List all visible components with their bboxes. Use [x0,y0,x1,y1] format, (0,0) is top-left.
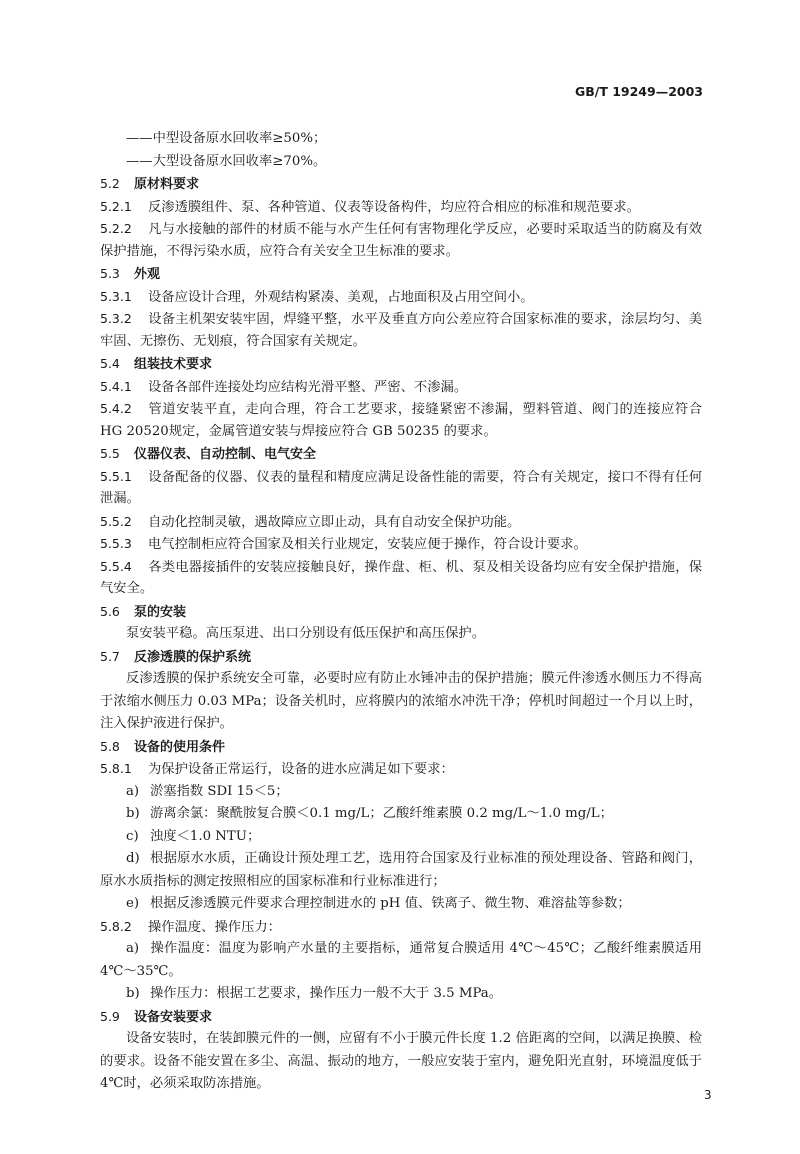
text-line [100,331,702,354]
heading-text: 泵的安装 [134,604,187,620]
text-line [100,443,702,466]
section-heading [100,646,702,669]
paragraph [100,466,702,511]
line-text: 凡与水接触的部件的材质不能与水产生任何有害物理化学反应，必要时采取适当的防腐及有效 [148,222,702,237]
text-line [100,803,702,826]
text-line [100,758,702,781]
list-label: c) [126,828,139,844]
paragraph [100,916,702,939]
text-line [100,556,702,579]
line-text: 各类电器接插件的安装应接触良好，操作盘、柜、机、泵及相关设备均应有安全保护措施，保 [148,559,702,575]
line-text: 设备应设计合理，外观结构紧凑、美观，占地面积及占用空间小。 [148,289,534,305]
line-text: 的要求。设备不能安置在多尘、高温、振动的地方，一般应安装于室内，避免阳光直射，环境温度低于 [100,1053,702,1069]
line-text: 于浓缩水侧压力 0.03 MPa；设备关机时，应将膜内的浓缩水冲洗干净；停机时间超过一个月以上时， [100,693,702,709]
line-text: 保护措施，不得污染水质，应符合有关安全卫生标准的要求。 [100,243,460,259]
standard-number: GB/T 19249—2003 [574,84,703,99]
paragraph [100,668,702,736]
section-number: 5.5.3 [100,536,132,551]
text-line [100,466,702,489]
text-line [100,781,702,804]
section-number: 5.5.1 [100,468,132,484]
text-line [100,1051,702,1074]
text-line [100,893,702,916]
line-text: 为保护设备正常运行，设备的进水应满足如下要求： [148,762,454,777]
text-line [100,173,702,196]
line-text: 4℃～35℃。 [100,963,182,979]
list-item [100,983,702,1006]
line-text: 操作压力：根据工艺要求，操作压力一般不大于 3.5 MPa。 [150,986,503,1001]
paragraph [100,218,702,263]
paragraph [100,398,702,443]
text-line [100,646,702,669]
section-number: 5.9 [100,1008,120,1024]
text-line [100,736,702,759]
line-text: 设备配备的仪器、仪表的量程和精度应满足设备性能的需要，符合有关规定，接口不得有任何 [148,469,702,485]
section-number: 5.4.2 [100,401,132,416]
page-number: 3 [704,1088,712,1102]
text-line [100,218,702,241]
line-text: 气安全。 [100,581,154,596]
section-heading [100,736,702,759]
paragraph [100,308,702,353]
line-text: ——大型设备原水回收率≥70%。 [126,153,327,169]
text-line [100,511,702,534]
heading-text: 设备安装要求 [134,1009,213,1025]
section-number: 5.3.2 [100,311,132,326]
text-line [100,961,702,984]
line-text: 根据原水水质，正确设计预处理工艺，选用符合国家及行业标准的预处理设备、管路和阀门， [150,851,702,866]
line-text: 原水水质指标的测定按照相应的国家标准和行业标准进行； [100,873,446,889]
line-text: 电气控制柜应符合国家及相关行业规定，安装应便于操作，符合设计要求。 [148,537,587,552]
list-label: a) [126,783,140,799]
line-text: 淤塞指数 SDI 15＜5； [150,783,289,799]
text-line [100,691,702,714]
text-line [100,623,702,646]
list-item [100,848,702,893]
line-text: 自动化控制灵敏，遇故障应立即止动，具有自动安全保护功能。 [148,514,521,530]
section-number: 5.2 [100,176,120,191]
section-heading [100,1006,702,1029]
section-number: 5.8.2 [100,918,132,934]
text-line [100,308,702,331]
section-number: 5.3.1 [100,288,132,304]
section-number: 5.8.1 [100,761,132,776]
text-line [100,826,702,849]
text-line [100,578,702,601]
line-text: HG 20520规定，金属管道安装与焊接应符合 GB 50235 的要求。 [100,423,497,439]
line-text: ——中型设备原水回收率≥50%； [126,131,327,146]
section-number: 5.5.4 [100,558,132,574]
section-number: 5.4.1 [100,378,132,394]
line-text: 根据反渗透膜元件要求合理控制进水的 pH 值、铁离子、微生物、难溶盐等参数； [150,896,631,911]
list-label: e) [126,896,140,911]
line-text: 管道安装平直，走向合理，符合工艺要求，接缝紧密不渗漏，塑料管道、阀门的连接应符合 [148,402,702,417]
text-line [100,488,702,511]
text-line [100,286,702,309]
section-heading [100,173,702,196]
section-number: 5.6 [100,603,120,619]
document-body [100,128,702,1096]
list-item [100,803,702,826]
section-number: 5.2.1 [100,198,132,214]
line-text: 游离余氯：聚酰胺复合膜＜0.1 mg/L；乙酸纤维素膜 0.2 mg/L～1.0 mg/L； [150,806,613,821]
line-text: 反渗透膜组件、泵、各种管道、仪表等设备构件，均应符合相应的标准和规范要求。 [148,199,640,215]
list-item [100,781,702,804]
heading-text: 外观 [134,267,161,282]
paragraph [100,623,702,646]
text-line [100,668,702,691]
section-number: 5.8 [100,738,120,754]
section-number: 5.4 [100,356,120,371]
section-heading [100,263,702,286]
text-line [100,713,702,736]
list-item [100,938,702,983]
section-heading [100,601,702,624]
text-line [100,871,702,894]
section-number: 5.5.2 [100,513,132,529]
line-text: 4℃时，必须采取防冻措施。 [100,1076,270,1091]
text-line [100,128,702,151]
line-text: 操作温度、操作压力： [148,919,281,935]
line-text: 浊度＜1.0 NTU； [150,828,261,844]
text-line [100,263,702,286]
section-number: 5.2.2 [100,221,132,236]
line-text: 注入保护液进行保护。 [100,716,233,731]
line-text: 设备安装时，在装卸膜元件的一侧，应留有不小于膜元件长度 1.2 倍距离的空间，以满足换膜、检 [126,1031,702,1046]
paragraph [100,196,702,219]
heading-text: 仪器仪表、自动控制、电气安全 [134,447,317,462]
list-label: b) [126,806,140,821]
paragraph [100,376,702,399]
line-text: 泄漏。 [100,491,140,506]
text-line [100,151,702,174]
text-line [100,601,702,624]
text-line [100,938,702,961]
list-label: a) [126,941,140,956]
text-line [100,398,702,421]
heading-text: 设备的使用条件 [134,739,226,755]
text-line [100,983,702,1006]
text-line [100,353,702,376]
paragraph [100,556,702,601]
text-line [100,241,702,264]
list-item [100,826,702,849]
section-heading [100,443,702,466]
line-text: 反渗透膜的保护系统安全可靠，必要时应有防止水锤冲击的保护措施；膜元件渗透水侧压力不得高 [126,671,702,686]
text-line [100,196,702,219]
list-label: b) [126,986,140,1001]
paragraph [100,128,702,151]
text-line [100,1028,702,1051]
text-line [100,1006,702,1029]
text-line [100,916,702,939]
paragraph [100,758,702,781]
paragraph [100,1028,702,1096]
paragraph [100,511,702,534]
heading-text: 组装技术要求 [134,357,213,372]
line-text: 操作温度：温度为影响产水量的主要指标，通常复合膜适用 4℃～45℃；乙酸纤维素膜适用 [150,941,702,956]
heading-text: 原材料要求 [134,177,200,192]
section-number: 5.7 [100,648,120,664]
text-line [100,533,702,556]
section-number: 5.5 [100,446,120,461]
heading-text: 反渗透膜的保护系统 [134,649,252,665]
text-line [100,1073,702,1096]
paragraph [100,151,702,174]
line-text: 设备各部件连接处均应结构光滑平整、严密、不渗漏。 [148,379,468,395]
paragraph [100,533,702,556]
section-heading [100,353,702,376]
text-line [100,848,702,871]
line-text: 设备主机架安装牢固，焊缝平整，水平及垂直方向公差应符合国家标准的要求，涂层均匀、美 [148,312,702,327]
paragraph [100,286,702,309]
text-line [100,421,702,444]
section-number: 5.3 [100,266,120,281]
list-label: d) [126,851,140,866]
line-text: 泵安装平稳。高压泵进、出口分别设有低压保护和高压保护。 [126,626,486,641]
line-text: 牢固、无擦伤、无划痕，符合国家有关规定。 [100,333,366,349]
list-item [100,893,702,916]
text-line [100,376,702,399]
